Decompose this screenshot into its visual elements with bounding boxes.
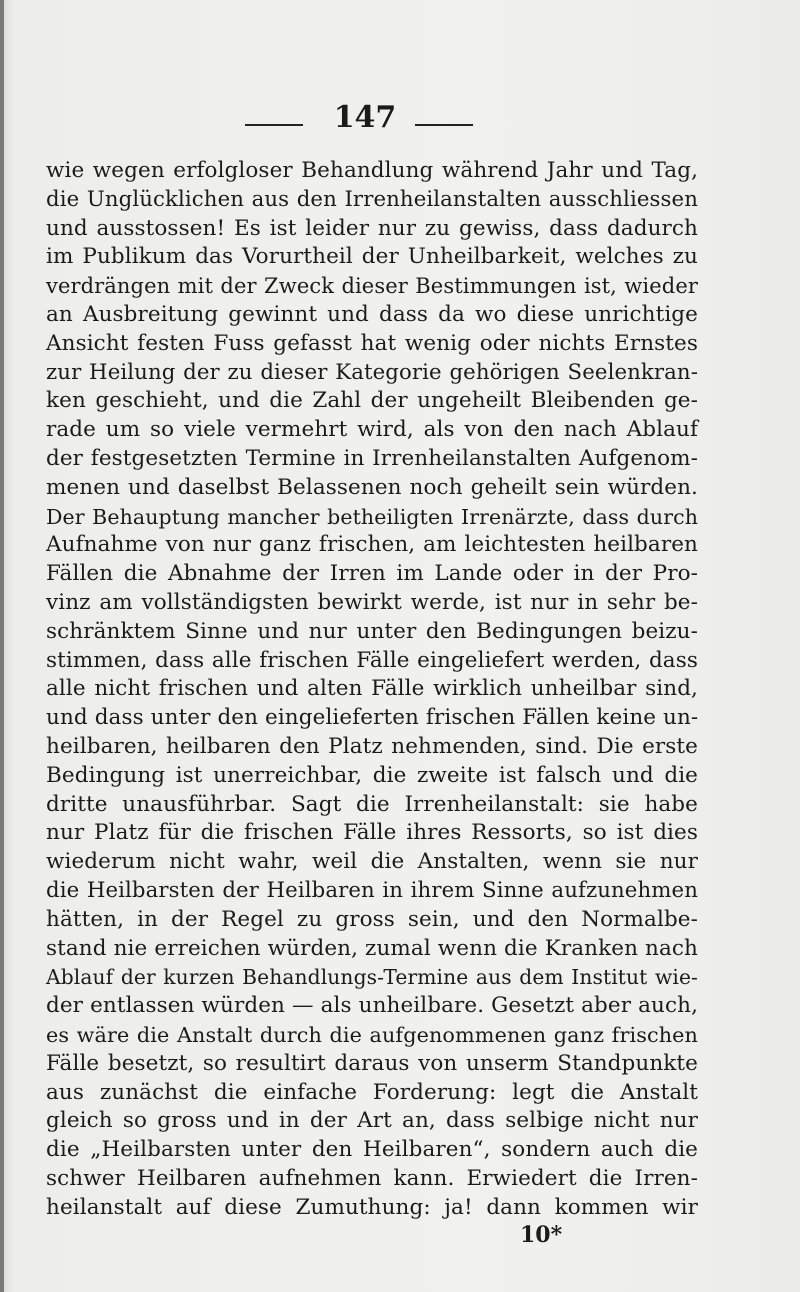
text-line: menen und daselbst Belassenen noch geheilt sein würden. xyxy=(46,474,698,500)
text-line: wiederum nicht wahr, weil die Anstalten, wenn sie nur xyxy=(46,849,698,875)
body-text xyxy=(46,157,698,1222)
text-line: nur Platz für die frischen Fälle ihres Ressorts, so ist dies xyxy=(46,820,698,846)
text-line: an Ausbreitung gewinnt und dass da wo diese unrichtige xyxy=(46,301,698,327)
text-line: heilbaren, heilbaren den Platz nehmenden, sind. Die erste xyxy=(46,733,698,759)
text-line: dritte unausführbar. Sagt die Irrenheilanstalt: sie habe xyxy=(46,791,698,817)
text-line: stand nie erreichen würden, zumal wenn die Kranken nach xyxy=(46,935,698,961)
text-line: rade um so viele vermehrt wird, als von den nach Ablauf xyxy=(46,417,698,443)
text-line: Fällen die Abnahme der Irren im Lande oder in der Pro- xyxy=(46,561,698,587)
text-line: Bedingung ist unerreichbar, die zweite ist falsch und die xyxy=(46,762,698,788)
text-line: heilanstalt auf diese Zumuthung: ja! dann kommen wir xyxy=(46,1194,698,1220)
text-line: Aufnahme von nur ganz frischen, am leichtesten heilbaren xyxy=(46,532,698,558)
text-line: schwer Heilbaren aufnehmen kann. Erwiedert die Irren- xyxy=(46,1165,698,1191)
text-line: der entlassen würden — als unheilbare. Gesetzt aber auch, xyxy=(46,993,698,1019)
signature-mark: 10* xyxy=(520,1222,563,1248)
text-line: wie wegen erfolgloser Behandlung während Jahr und Tag, xyxy=(46,158,698,183)
text-line: im Publikum das Vorurtheil der Unheilbarkeit, welches zu xyxy=(46,244,698,270)
text-line: vinz am vollständigsten bewirkt werde, ist nur in sehr be- xyxy=(46,589,698,615)
text-line: Der Behauptung mancher betheiligten Irrenärzte, dass durch xyxy=(46,504,698,529)
text-line: zur Heilung der zu dieser Kategorie gehörigen Seelenkran- xyxy=(46,359,698,385)
text-line: Ansicht festen Fuss gefasst hat wenig oder nichts Ernstes xyxy=(46,330,698,356)
text-line: verdrängen mit der Zweck dieser Bestimmungen ist, wieder xyxy=(46,274,698,299)
page-number: 147 xyxy=(333,100,397,135)
header-rule-left xyxy=(245,124,303,126)
text-line: und ausstossen! Es ist leider nur zu gewiss, dass dadurch xyxy=(46,215,698,241)
text-line: Fälle besetzt, so resultirt daraus von unserm Standpunkte xyxy=(46,1050,698,1076)
page-edge-shadow xyxy=(0,0,4,1292)
text-line: ken geschieht, und die Zahl der ungeheilt Bleibenden ge- xyxy=(46,388,698,414)
text-line: Ablauf der kurzen Behandlungs-Termine aus dem Institut wie- xyxy=(46,965,698,990)
text-line: der festgesetzten Termine in Irrenheilanstalten Aufgenom- xyxy=(46,445,698,471)
text-line: stimmen, dass alle frischen Fälle eingeliefert werden, dass xyxy=(46,647,698,673)
text-line: die „Heilbarsten unter den Heilbaren“, sondern auch die xyxy=(46,1137,698,1163)
header-rule-right xyxy=(415,124,473,126)
text-line: schränktem Sinne und nur unter den Bedingungen beizu- xyxy=(46,618,698,644)
text-line: die Unglücklichen aus den Irrenheilanstalten ausschliessen xyxy=(46,186,698,212)
text-line: und dass unter den eingelieferten frischen Fällen keine un- xyxy=(46,705,699,731)
text-line: es wäre die Anstalt durch die aufgenommenen ganz frischen xyxy=(46,1022,698,1047)
text-line: gleich so gross und in der Art an, dass selbige nicht nur xyxy=(46,1108,698,1134)
text-line: aus zunächst die einfache Forderung: legt die Anstalt xyxy=(46,1079,698,1105)
text-line: alle nicht frischen und alten Fälle wirklich unheilbar sind, xyxy=(46,676,698,702)
text-line: hätten, in der Regel zu gross sein, und den Normalbe- xyxy=(46,906,698,932)
page-header xyxy=(0,92,800,142)
text-line: die Heilbarsten der Heilbaren in ihrem Sinne aufzunehmen xyxy=(46,877,698,903)
